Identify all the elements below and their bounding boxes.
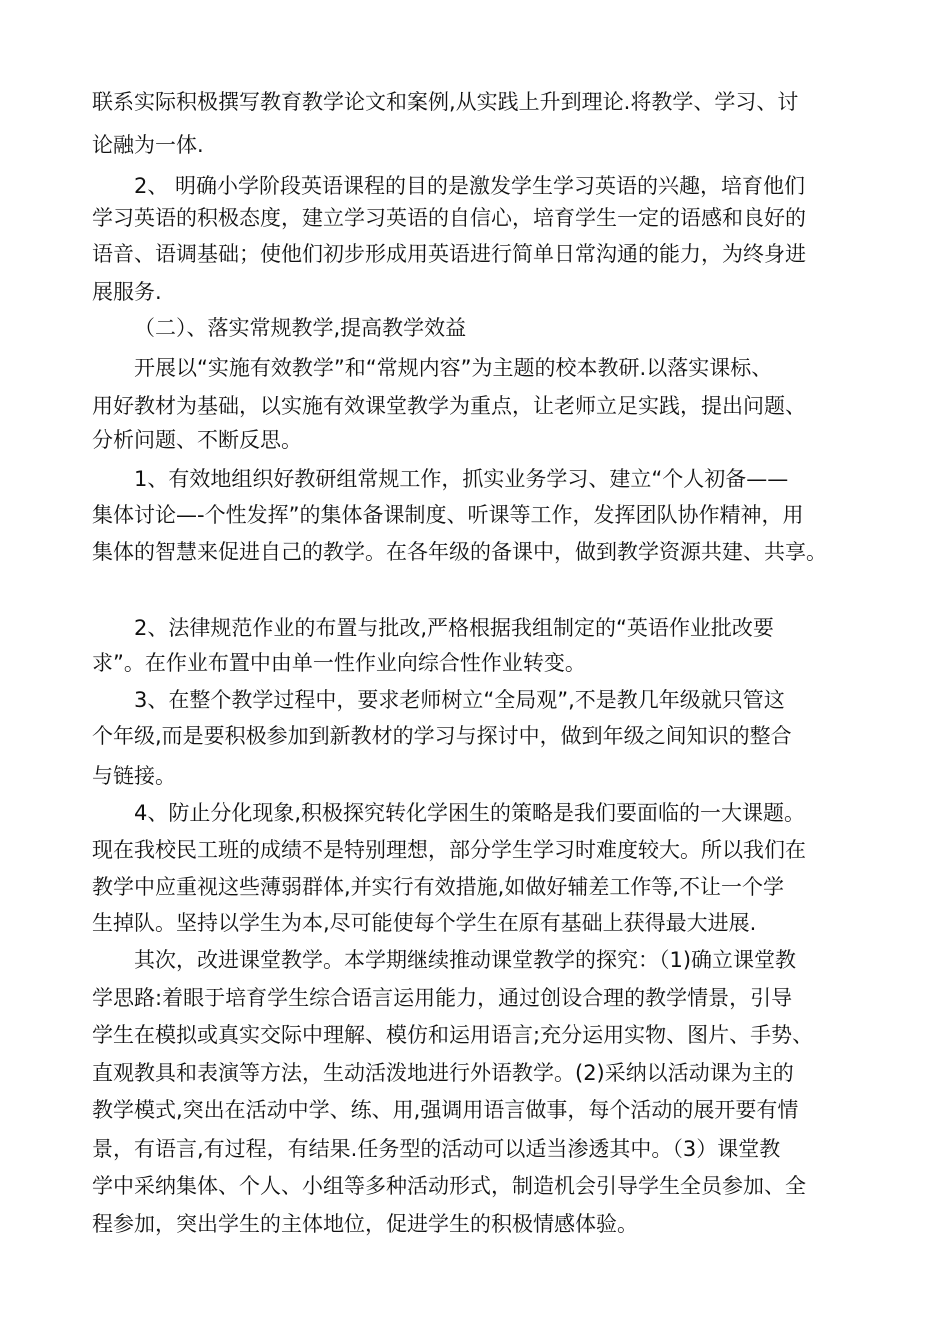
text-line: 个年级,而是要积极参加到新教材的学习与探讨中，做到年级之间知识的整合 <box>92 724 792 748</box>
text-line: 开展以“实施有效教学”和“常规内容”为主题的校本教研.以落实课标、 <box>134 356 773 380</box>
text-line: 集体讨论—-个性发挥”的集体备课制度、听课等工作，发挥团队协作精神，用 <box>92 503 804 527</box>
text-line: 联系实际积极撰写教育教学论文和案例,从实践上升到理论.将教学、学习、讨 <box>92 90 799 114</box>
text-line: 求”。在作业布置中由单一性作业向综合性作业转变。 <box>92 651 586 675</box>
text-line: 程参加，突出学生的主体地位，促进学生的积极情感体验。 <box>92 1212 638 1236</box>
text-line: 学生在模拟或真实交际中理解、模仿和运用语言;充分运用实物、图片、手势、 <box>92 1023 814 1047</box>
text-line: 学中采纳集体、个人、小组等多种活动形式，制造机会引导学生全员参加、全 <box>92 1174 806 1198</box>
section-heading: （二）、落实常规教学,提高教学效益 <box>134 316 467 340</box>
text-line: 展服务. <box>92 280 162 304</box>
text-line: 分析问题、不断反思。 <box>92 428 302 452</box>
text-line: 用好教材为基础，以实施有效课堂教学为重点，让老师立足实践，提出问题、 <box>92 394 806 418</box>
text-line: 现在我校民工班的成绩不是特别理想，部分学生学习时难度较大。所以我们在 <box>92 838 806 862</box>
text-line: 4、防止分化现象,积极探究转化学困生的策略是我们要面临的一大课题。 <box>134 801 806 825</box>
text-line: 景，有语言,有过程，有结果.任务型的活动可以适当渗透其中。（3）课堂教 <box>92 1137 781 1161</box>
text-line: 2、 明确小学阶段英语课程的目的是激发学生学习英语的兴趣，培育他们 <box>134 174 806 198</box>
text-line: 语音、语调基础；使他们初步形成用英语进行简单日常沟通的能力，为终身进 <box>92 242 806 266</box>
text-line: 学习英语的积极态度，建立学习英语的自信心，培育学生一定的语感和良好的 <box>92 206 806 230</box>
text-line: 集体的智慧来促进自己的教学。在各年级的备课中，做到教学资源共建、共享。 <box>92 540 827 564</box>
text-line: 3、在整个教学过程中，要求老师树立“全局观”,不是教几年级就只管这 <box>134 688 785 712</box>
text-line: 教学模式,突出在活动中学、练、用,强调用语言做事，每个活动的展开要有情 <box>92 1098 799 1122</box>
text-line: 1、有效地组织好教研组常规工作，抓实业务学习、建立“个人初备—— <box>134 467 789 491</box>
text-line: 论融为一体. <box>92 133 204 157</box>
text-line: 生掉队。坚持以学生为本,尽可能使每个学生在原有基础上获得最大进展. <box>92 911 757 935</box>
text-line: 教学中应重视这些薄弱群体,并实行有效措施,如做好辅差工作等,不让一个学 <box>92 875 785 899</box>
text-line: 学思路:着眼于培育学生综合语言运用能力，通过创设合理的教学情景，引导 <box>92 986 793 1010</box>
text-line: 与链接。 <box>92 764 176 788</box>
text-line: 2、法律规范作业的布置与批改,严格根据我组制定的“英语作业批改要 <box>134 616 774 640</box>
text-line: 直观教具和表演等方法，生动活泼地进行外语教学。(2)采纳以活动课为主的 <box>92 1061 794 1085</box>
text-line: 其次，改进课堂教学。本学期继续推动课堂教学的探究：（1)确立课堂教 <box>134 948 797 972</box>
